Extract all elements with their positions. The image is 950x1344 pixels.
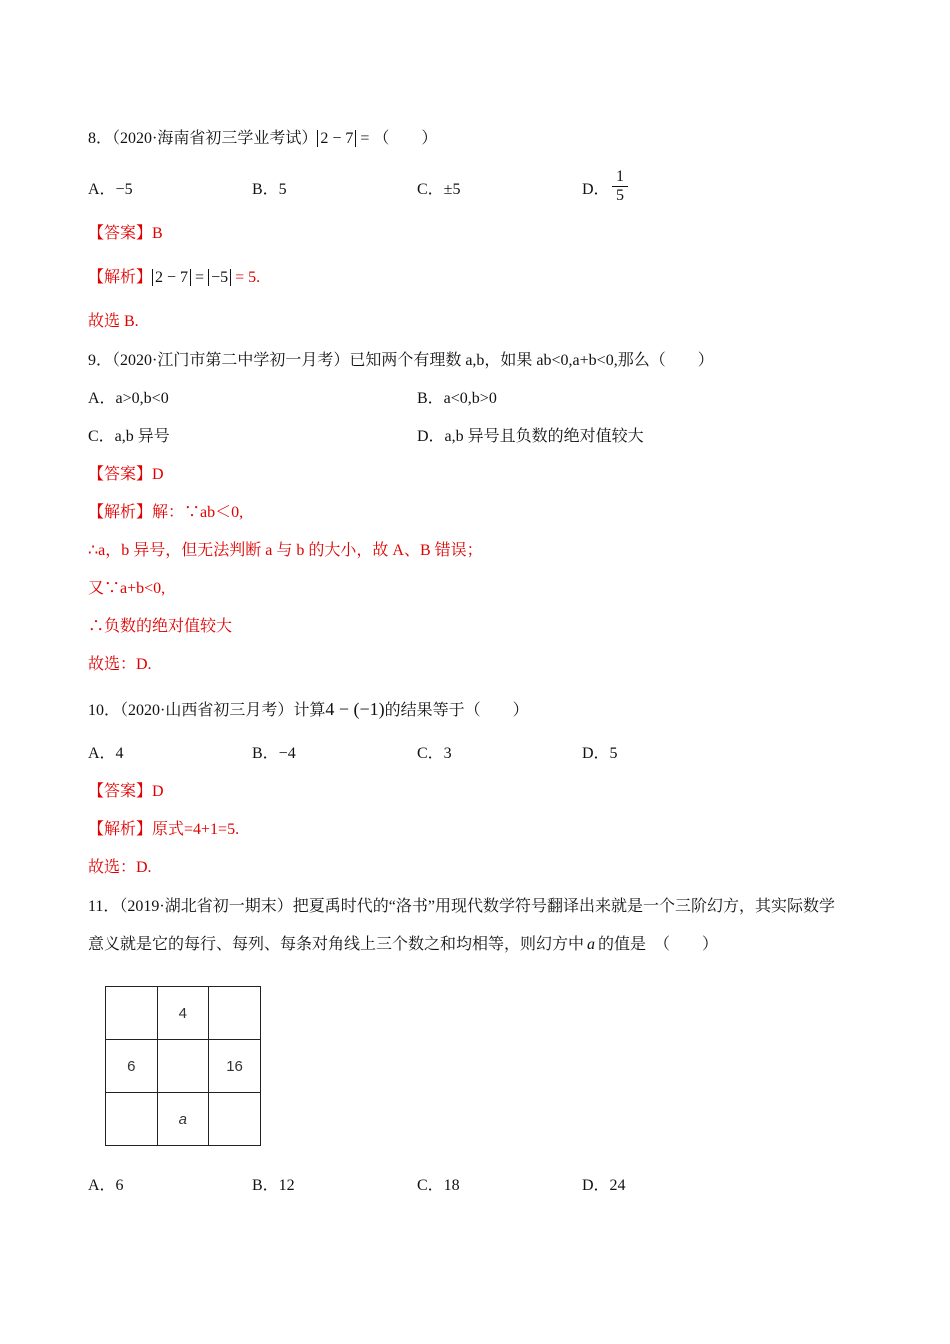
q10-analysis: 【解析】原式=4+1=5.	[88, 821, 240, 838]
q9-option-b: B．a<0,b>0	[417, 390, 497, 407]
q11-option-d: D．24	[582, 1177, 626, 1194]
q11-option-b: B．12	[252, 1177, 295, 1194]
q8-option-d: D．	[582, 181, 610, 198]
q8-analysis-label: 【解析】	[88, 269, 153, 286]
q10-suffix: 的结果等于（ ）	[384, 702, 529, 719]
q10-stem	[88, 699, 529, 721]
q8-suffix: = （ ）	[356, 130, 438, 147]
q9-stem: 9．（2020·江门市第二中学初一月考）已知两个有理数 a,b，如果 ab<0,a+b<0,那么（ ）	[88, 352, 714, 369]
q8-option-a: A．−5	[88, 181, 133, 198]
q11-stem-line2-b: 的值是 （ ）	[598, 936, 719, 953]
q10-option-c: C．3	[417, 745, 452, 762]
q8-fraction-numerator: 1	[612, 168, 628, 187]
q9-conclusion: 故选：D.	[88, 656, 152, 673]
q8-analysis-abs2: −5	[208, 269, 231, 286]
grid-cell	[157, 1040, 209, 1093]
q9-option-c: C．a,b 异号	[88, 428, 170, 445]
q9-answer: 【答案】D	[88, 466, 164, 483]
q10-conclusion: 故选：D.	[88, 859, 152, 876]
q8-conclusion: 故选 B.	[88, 313, 139, 330]
q8-fraction-denominator: 5	[616, 187, 624, 204]
q9-step-3: ∴负数的绝对值较大	[88, 618, 233, 635]
q8-option-d-fraction	[612, 168, 628, 205]
grid-cell: 6	[106, 1040, 158, 1093]
magic-square-grid	[105, 986, 261, 1146]
q9-step-1: ∴a，b 异号，但无法判断 a 与 b 的大小，故 A、B 错误；	[88, 542, 483, 559]
q8-analysis-mid: =	[191, 269, 209, 286]
q11-stem-line2-a: 意义就是它的每行、每列、每条对角线上三个数之和均相等，则幻方中	[88, 936, 585, 953]
q8-stem	[88, 129, 437, 149]
q8-option-b: B．5	[252, 181, 287, 198]
q9-analysis: 【解析】解：∵ab＜0,	[88, 504, 244, 521]
grid-cell	[209, 1093, 261, 1146]
q11-option-c: C．18	[417, 1177, 460, 1194]
q11-option-a: A．6	[88, 1177, 124, 1194]
q8-option-c: C．±5	[417, 181, 461, 198]
q10-expr: 4 − (−1)	[325, 699, 385, 719]
q9-option-a: A．a>0,b<0	[88, 390, 169, 407]
q10-answer: 【答案】D	[88, 783, 164, 800]
q10-option-b: B．−4	[252, 745, 296, 762]
grid-cell-unknown: a	[157, 1093, 209, 1146]
grid-cell: 16	[209, 1040, 261, 1093]
q8-analysis-abs1: 2 − 7	[152, 269, 191, 286]
grid-cell	[106, 987, 158, 1040]
q11-stem-line2	[88, 935, 718, 955]
grid-cell	[106, 1093, 158, 1146]
grid-cell: 4	[157, 987, 209, 1040]
q10-option-d: D．5	[582, 745, 618, 762]
q9-option-d: D．a,b 异号且负数的绝对值较大	[417, 428, 644, 445]
q8-answer: 【答案】B	[88, 225, 163, 242]
grid-cell	[209, 987, 261, 1040]
q8-expr: 2 − 7	[317, 130, 356, 147]
q8-analysis	[88, 268, 260, 288]
q8-analysis-end: = 5.	[231, 269, 261, 286]
q11-stem-line1: 11．（2019·湖北省初一期末）把夏禹时代的“洛书”用现代数学符号翻译出来就是一个三阶幻方，其实际数学	[88, 898, 835, 915]
q11-stem-var: a	[587, 936, 596, 953]
q8-prefix: 8．（2020·海南省初三学业考试）	[88, 130, 318, 147]
q10-prefix: 10．（2020·山西省初三月考）计算	[88, 702, 326, 719]
q10-option-a: A．4	[88, 745, 124, 762]
q9-step-2: 又∵a+b<0,	[88, 580, 166, 597]
